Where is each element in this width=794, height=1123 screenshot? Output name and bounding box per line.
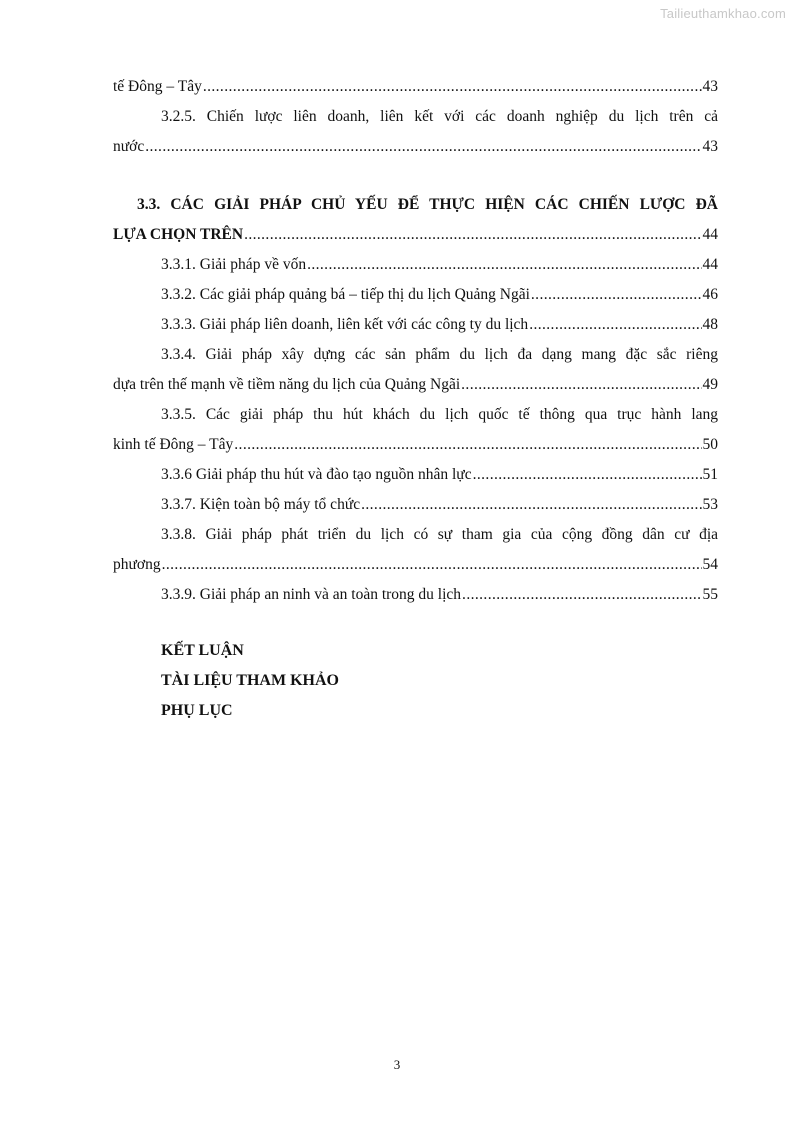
toc-entry-text: phương — [113, 556, 161, 573]
toc-entry — [113, 430, 718, 460]
back-matter — [113, 636, 718, 726]
toc-entry — [113, 72, 718, 102]
toc-entry-text: 3.3.7. Kiện toàn bộ máy tổ chức — [161, 496, 361, 513]
back-matter-references: TÀI LIỆU THAM KHẢO — [161, 672, 339, 689]
toc-entry-text: 3.3.6 Giải pháp thu hút và đào tạo nguồn nhân lực — [161, 466, 472, 483]
toc-page-number: 46 — [702, 286, 718, 303]
dot-leader — [473, 460, 702, 490]
toc-page-number: 54 — [702, 556, 718, 573]
dot-leader — [203, 72, 702, 102]
toc-entry — [113, 580, 718, 610]
watermark: Tailieuthamkhao.com — [660, 6, 786, 21]
section-heading — [113, 220, 718, 250]
toc-entry — [113, 460, 718, 490]
back-matter-conclusion: KẾT LUẬN — [161, 642, 244, 659]
toc-entry-text: 3.3.9. Giải pháp an ninh và an toàn trong du lịch — [161, 586, 462, 603]
dot-leader — [162, 550, 702, 580]
toc-page-number: 49 — [702, 376, 718, 393]
back-matter-appendix: PHỤ LỤC — [161, 702, 233, 719]
dot-leader — [529, 310, 701, 340]
toc-entry-text: 3.3.3. Giải pháp liên doanh, liên kết với các công ty du lịch — [161, 316, 529, 333]
page-number: 3 — [393, 1057, 401, 1072]
toc-page-number: 43 — [702, 78, 718, 95]
toc-entry — [113, 132, 718, 162]
dot-leader — [361, 490, 701, 520]
toc-entry-line: 3.3.8. Giải pháp phát triển du lịch có sự tham gia của cộng đồng dân cư địa — [161, 526, 718, 543]
dot-leader — [145, 132, 701, 162]
toc-entry-line: 3.2.5. Chiến lược liên doanh, liên kết với các doanh nghiệp du lịch trên cả — [161, 108, 718, 125]
toc-page-number: 48 — [702, 316, 718, 333]
dot-leader — [307, 250, 701, 280]
toc-page-number: 44 — [702, 226, 718, 243]
toc-entry — [113, 550, 718, 580]
toc-entry — [113, 370, 718, 400]
dot-leader — [244, 220, 701, 250]
toc-entry-text: nước — [113, 138, 145, 155]
toc-entry-text: dựa trên thế mạnh về tiềm năng du lịch của Quảng Ngãi — [113, 376, 461, 393]
dot-leader — [531, 280, 702, 310]
toc-page-number: 44 — [702, 256, 718, 273]
dot-leader — [234, 430, 701, 460]
dot-leader — [461, 370, 701, 400]
toc-entry-text: 3.3.1. Giải pháp về vốn — [161, 256, 307, 273]
toc-entry — [113, 280, 718, 310]
toc-entry — [113, 250, 718, 280]
toc-page — [113, 72, 718, 726]
toc-entry — [113, 310, 718, 340]
toc-page-number: 55 — [702, 586, 718, 603]
toc-entry — [113, 490, 718, 520]
toc-entry-line: 3.3.4. Giải pháp xây dựng các sản phẩm du lịch đa dạng mang đặc sắc riêng — [161, 346, 718, 363]
toc-page-number: 43 — [702, 138, 718, 155]
toc-page-number: 50 — [702, 436, 718, 453]
toc-page-number: 53 — [702, 496, 718, 513]
toc-entry-text: kinh tế Đông – Tây — [113, 436, 234, 453]
toc-page-number: 51 — [702, 466, 718, 483]
toc-entry-text: 3.3.2. Các giải pháp quảng bá – tiếp thị du lịch Quảng Ngãi — [161, 286, 530, 303]
section-heading-line: 3.3. CÁC GIẢI PHÁP CHỦ YẾU ĐỂ THỰC HIỆN CÁC CHIẾN LƯỢC ĐÃ — [137, 196, 718, 213]
dot-leader — [462, 580, 701, 610]
section-heading-text: LỰA CHỌN TRÊN — [113, 226, 244, 243]
toc-entry-line: 3.3.5. Các giải pháp thu hút khách du lịch quốc tế thông qua trục hành lang — [161, 406, 718, 423]
toc-entry-text: tế Đông – Tây — [113, 78, 202, 95]
